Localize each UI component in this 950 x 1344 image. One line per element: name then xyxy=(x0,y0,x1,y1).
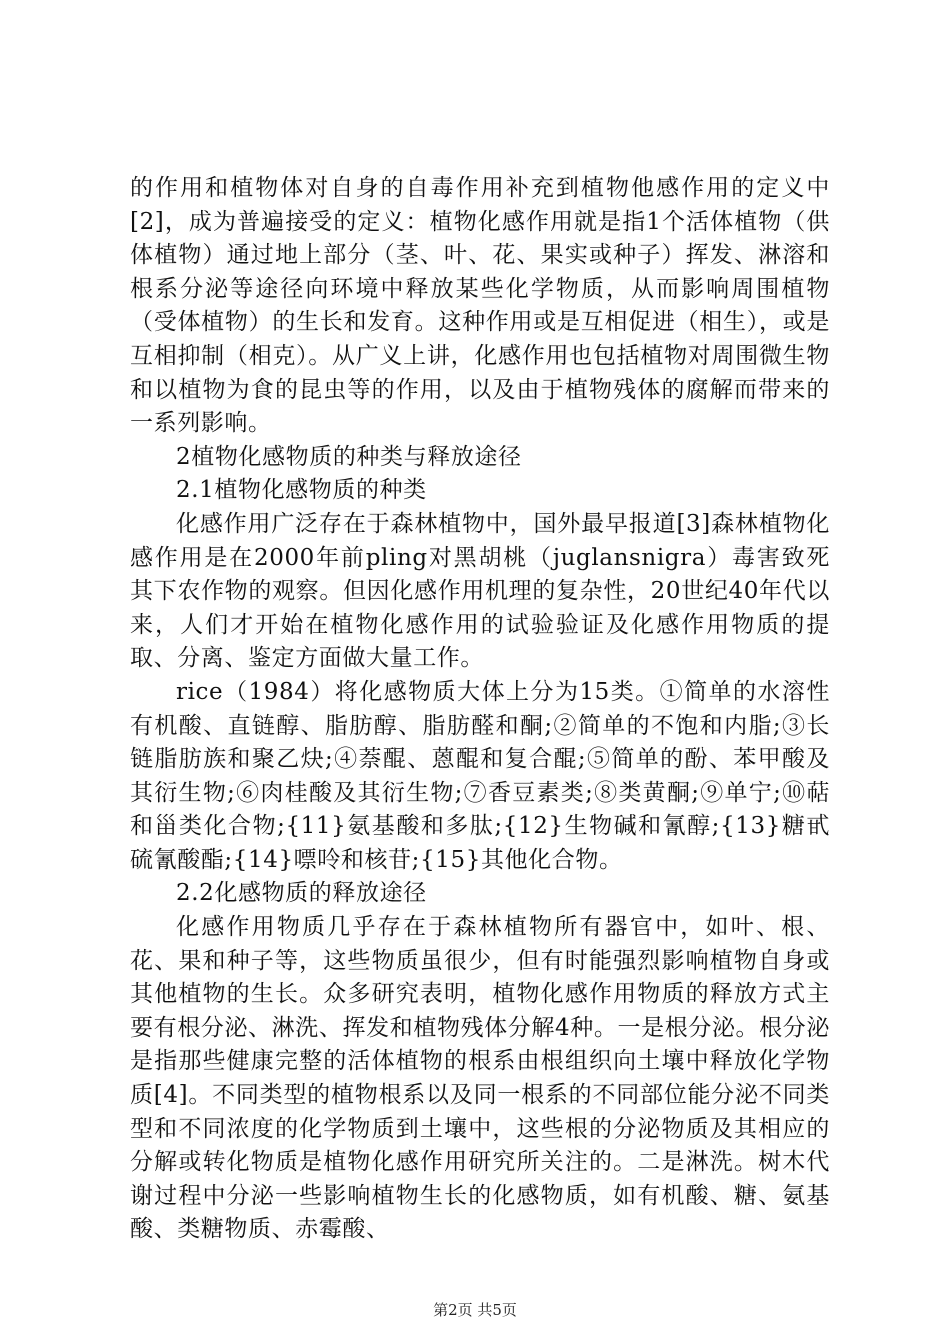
section-heading-2-1: 2.1植物化感物质的种类 xyxy=(176,477,427,504)
section-heading-2-2: 2.2化感物质的释放途径 xyxy=(176,880,427,907)
paragraph-2-1-b: rice（1984）将化感物质大体上分为15类。①简单的水溶性有机酸、直链醇、脂肪醇、脂肪醛和酮;②简单的不饱和内脂;③长链脂肪族和聚乙炔;④萘醌、蒽醌和复合醌;⑤简单的酚、苯甲酸及其衍生物;⑥肉桂酸及其衍生物;⑦香豆素类;⑧类黄酮;⑨单宁;⑩萜和甾类化合物;{11}氨基酸和多肽;{12}生物碱和氰醇;{13}糖甙硫氰酸酯;{14}嘌呤和核苷;{15}其他化合物。 xyxy=(130,678,830,873)
page-number-footer: 第2页 共5页 xyxy=(433,1301,517,1319)
paragraph-2-2: 化感作用物质几乎存在于森林植物所有器官中，如叶、根、花、果和种子等，这些物质虽很少，但有时能强烈影响植物自身或其他植物的生长。众多研究表明，植物化感作用物质的释放方式主要有根分泌、淋洗、挥发和植物残体分解4种。一是根分泌。根分泌是指那些健康完整的活体植物的根系由根组织向土壤中释放化学物质[4]。不同类型的植物根系以及同一根系的不同部位能分泌不同类型和不同浓度的化学物质到土壤中，这些根的分泌物质及其相应的分解或转化物质是植物化感作用研究所关注的。二是淋洗。树木代谢过程中分泌一些影响植物生长的化感物质，如有机酸、糖、氨基酸、类糖物质、赤霉酸、 xyxy=(130,914,830,1243)
section-heading-2: 2植物化感物质的种类与释放途径 xyxy=(176,443,522,470)
paragraph-2-1-a: 化感作用广泛存在于森林植物中，国外最早报道[3]森林植物化感作用是在2000年前pling对黑胡桃（juglansnigra）毒害致死其下农作物的观察。但因化感作用机理的复杂性，20世纪40年代以来，人们才开始在植物化感作用的试验验证及化感作用物质的提取、分离、鉴定方面做大量工作。 xyxy=(130,510,830,672)
document-page xyxy=(130,172,830,1247)
paragraph-intro: 的作用和植物体对自身的自毒作用补充到植物他感作用的定义中[2]，成为普遍接受的定义：植物化感作用就是指1个活体植物（供体植物）通过地上部分（茎、叶、花、果实或种子）挥发、淋溶和根系分泌等途径向环境中释放某些化学物质，从而影响周围植物（受体植物）的生长和发育。这种作用或是互相促进（相生），或是互相抑制（相克）。从广义上讲，化感作用也包括植物对周围微生物和以植物为食的昆虫等的作用，以及由于植物残体的腐解而带来的一系列影响。 xyxy=(130,175,830,437)
